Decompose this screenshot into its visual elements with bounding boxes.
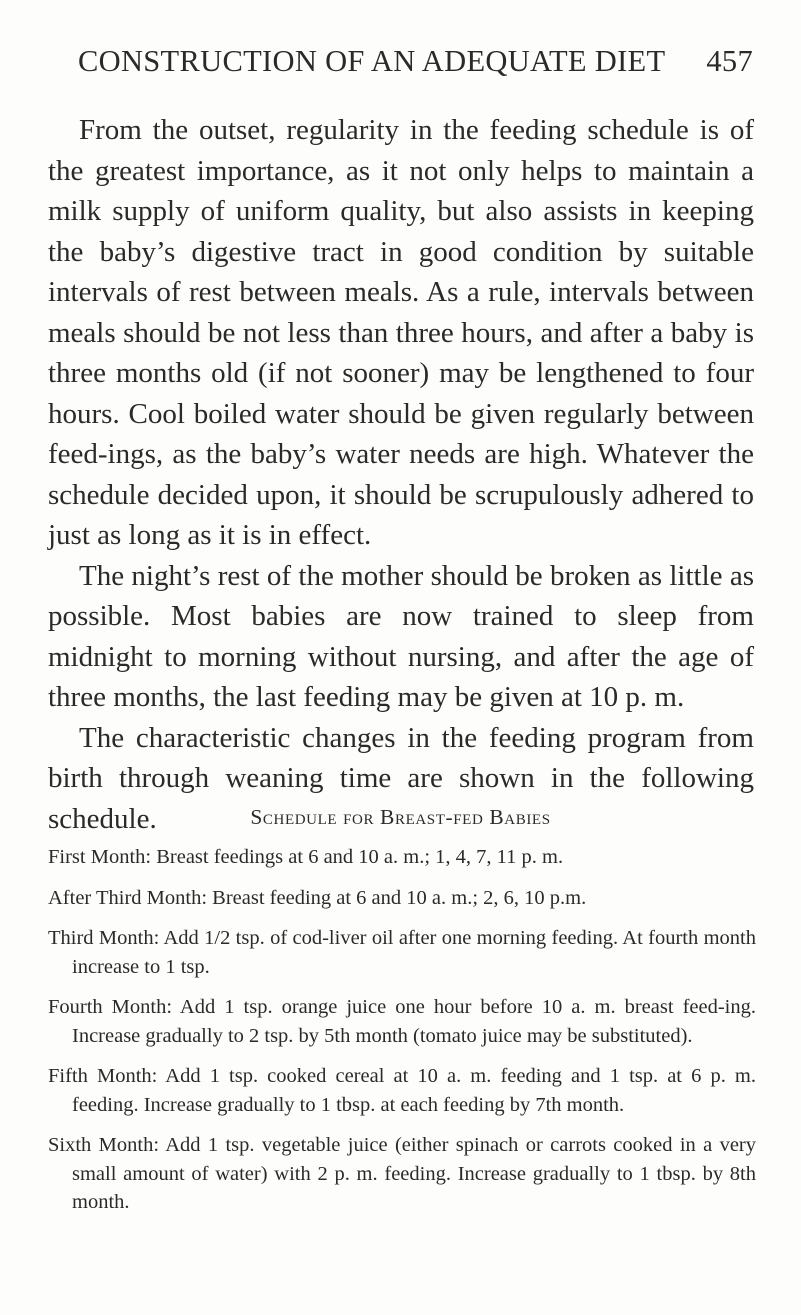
- running-head: [78, 44, 753, 79]
- schedule-entry-after-third-month: After Third Month: Breast feeding at 6 and 10 a. m.; 2, 6, 10 p.m.: [48, 886, 587, 909]
- schedule-entry-fourth-month: Fourth Month: Add 1 tsp. orange juice one hour before 10 a. m. breast feed-ing. Increase gradually to 2 tsp. by 5th month (tomato juice may be substituted).: [48, 996, 756, 1047]
- feeding-schedule: [48, 843, 756, 1229]
- schedule-entry-first-month: First Month: Breast feedings at 6 and 10 a. m.; 1, 4, 7, 11 p. m.: [48, 846, 564, 868]
- schedule-entry-fifth-month: Fifth Month: Add 1 tsp. cooked cereal at 10 a. m. feeding and 1 tsp. at 6 p. m. feeding. Increase gradually to 1 tbsp. at each feeding by 7th month.: [48, 1065, 756, 1116]
- schedule-entry-third-month: Third Month: Add 1/2 tsp. of cod-liver oil after one morning feeding. At fourth month increase to 1 tsp.: [48, 927, 756, 978]
- body-text: [48, 110, 754, 839]
- chapter-title: CONSTRUCTION OF AN ADEQUATE DIET: [78, 44, 666, 78]
- paragraph-schedule-intro: The characteristic changes in the feeding program from birth through weaning time are shown in the following schedule.: [48, 721, 754, 835]
- paragraph-night-rest: The night’s rest of the mother should be broken as little as possible. Most babies are now trained to sleep from midnight to morning without nursing, and after the age of three months, the last feeding may be given at 10 p. m.: [48, 559, 754, 713]
- schedule-title: Schedule for Breast-fed Babies: [250, 805, 551, 829]
- schedule-entry-sixth-month: Sixth Month: Add 1 tsp. vegetable juice (either spinach or carrots cooked in a very small amount of water) with 2 p. m. feeding. Increase gradually to 1 tbsp. by 8th month.: [48, 1134, 756, 1213]
- page-number: 457: [706, 44, 753, 78]
- paragraph-regularity: From the outset, regularity in the feeding schedule is of the greatest importance, as it not only helps to maintain a milk supply of uniform quality, but also assists in keeping the baby’s digestive tract in good condition by suitable intervals of rest between meals. As a rule, intervals between meals should be not less than three hours, and after a baby is three months old (if not sooner) may be lengthened to four hours. Cool boiled water should be given regularly between feed-ings, as the baby’s water needs are high. Whatever the schedule decided upon, it should be scrupulously adhered to just as long as it is in effect.: [48, 114, 754, 551]
